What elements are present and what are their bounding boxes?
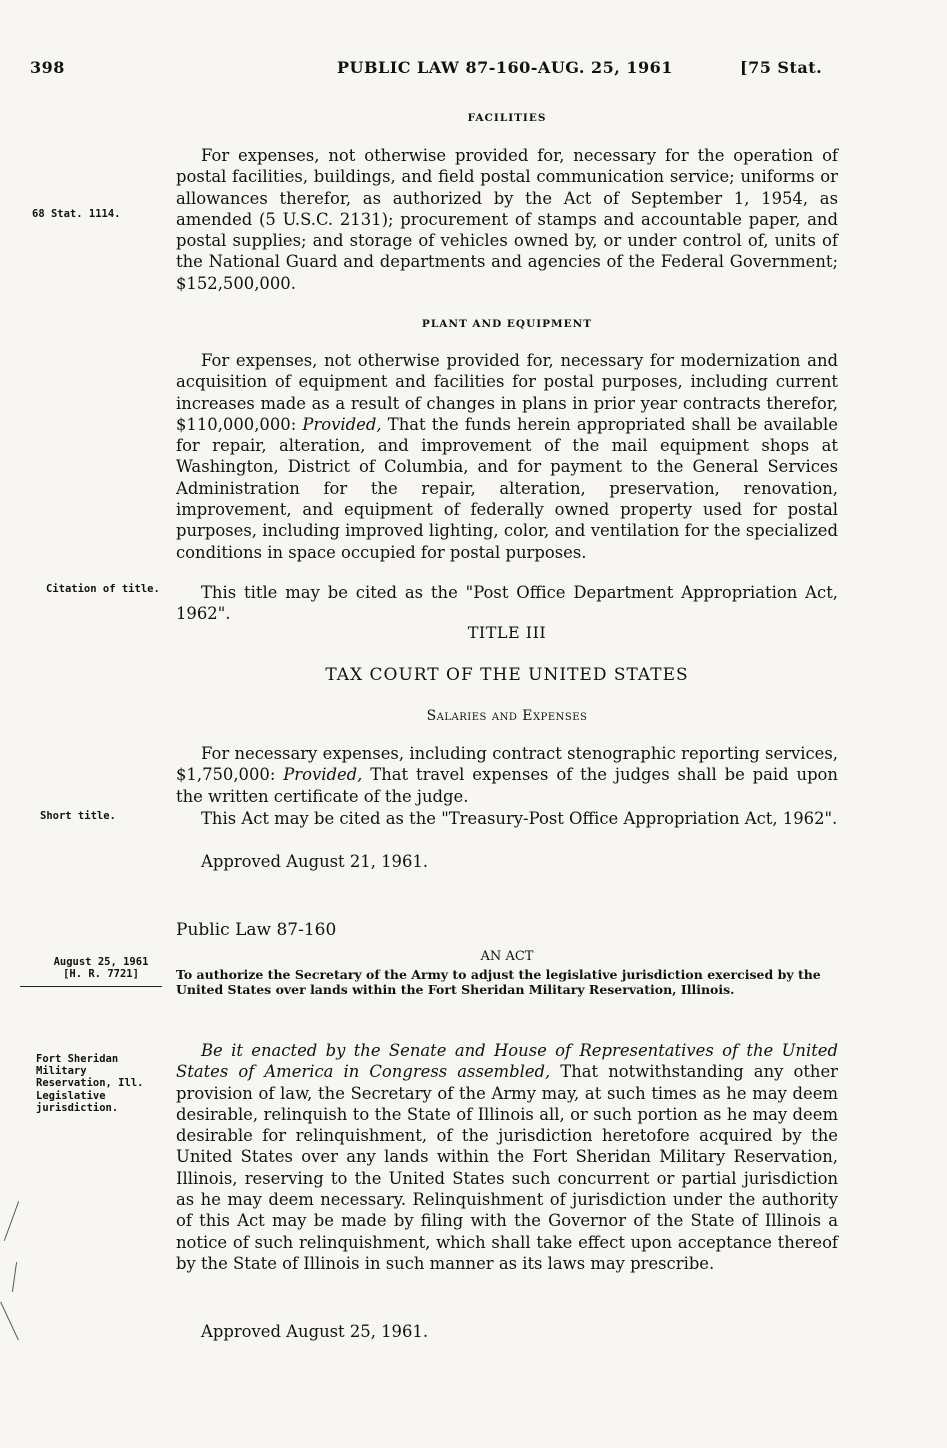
salaries-expenses-heading: Salaries and Expenses: [426, 708, 588, 724]
pencil-mark: [0, 1302, 19, 1340]
margin-divider: [20, 986, 162, 987]
facilities-heading: FACILITIES: [467, 112, 547, 124]
pencil-mark: [4, 1201, 19, 1241]
citation-paragraph: This title may be cited as the "Post Office Department Appropriation Act, 1962".: [176, 583, 838, 624]
public-law-number: Public Law 87-160: [176, 920, 337, 940]
approved-aug-25: Approved August 25, 1961.: [201, 1322, 429, 1341]
margin-stat-reference: 68 Stat. 1114.: [32, 208, 121, 220]
margin-legislative-jurisdiction: Legislative jurisdiction.: [36, 1090, 119, 1114]
enacting-paragraph: Be it enacted by the Senate and House of Representatives of the United States of America in Congress assembled, That notwithstanding any other provision of law, the Secretary of the Army may, at such times as he may deem desirable, relinquish to the State of Illinois all, or such portion as he may deem desirable for relinquishment, of the jurisdiction heretofore acquired by the United States over any lands within the Fort Sheridan Military Reservation, Illinois, reserving to the United States such concurrent or partial jurisdiction as he may deem necessary. Relinquishment of jurisdiction under the authority of this Act may be made by filing with the Governor of the State of Illinois a notice of such relinquishment, which shall take effect upon acceptance thereof by the State of Illinois in such manner as its laws may prescribe.: [176, 1041, 839, 1273]
margin-citation-of-title: Citation of title.: [46, 583, 160, 595]
tax-court-paragraph: For necessary expenses, including contract stenographic reporting services, $1,750,000: Provided, That travel expenses of the judges shall be paid upon the written certificate of the judge.: [176, 744, 838, 806]
margin-fort-sheridan: Fort Sheridan Military Reservation, Ill.: [36, 1053, 144, 1089]
plant-equipment-heading: PLANT AND EQUIPMENT: [421, 318, 593, 330]
pencil-mark: [12, 1262, 17, 1292]
approved-aug-21: Approved August 21, 1961.: [201, 852, 429, 871]
facilities-paragraph: For expenses, not otherwise provided for, necessary for the operation of postal facilities, buildings, and field postal communication service; uniforms or allowances therefor, as authorized by the Act of September 1, 1954, as amended (5 U.S.C. 2131); procurement of stamps and accountable paper, and postal supplies; and storage of vehicles owned by, or under control of, units of the National Guard and departments and agencies of the Federal Government; $152,500,000.: [176, 146, 838, 293]
page-number: 398: [30, 58, 65, 77]
margin-bill-number: [H. R. 7721]: [63, 968, 139, 980]
running-title: PUBLIC LAW 87-160-AUG. 25, 1961: [337, 58, 673, 77]
tax-court-heading: TAX COURT OF THE UNITED STATES: [325, 665, 689, 685]
act-purpose: To authorize the Secretary of the Army to adjust the legislative jurisdiction exercised by the United States over lands within the Fort Sheridan Military Reservation, Illinois.: [176, 967, 821, 997]
plant-equipment-paragraph: For expenses, not otherwise provided for, necessary for modernization and acquisition of equipment and facilities for postal purposes, including current increases made as a result of changes in plans in prior year contracts therefor, $110,000,000: Provided, That the funds herein appropriated shall be available for repair, alteration, and improvement of the mail equipment shops at Washington, District of Columbia, and for payment to the General Services Administration for the repair, alteration, preservation, renovation, improvement, and equipment of federally owned property used for postal purposes, including improved lighting, color, and ventilation for the specialized conditions in space occupied for postal purposes.: [176, 351, 838, 562]
margin-date: August 25, 1961: [53, 956, 149, 968]
an-act-heading: AN ACT: [480, 949, 534, 964]
volume-reference: [75 Stat.: [740, 58, 823, 77]
short-title-paragraph: This Act may be cited as the "Treasury-Post Office Appropriation Act, 1962".: [201, 809, 838, 828]
margin-short-title: Short title.: [40, 810, 116, 822]
title-iii: TITLE III: [467, 623, 547, 642]
